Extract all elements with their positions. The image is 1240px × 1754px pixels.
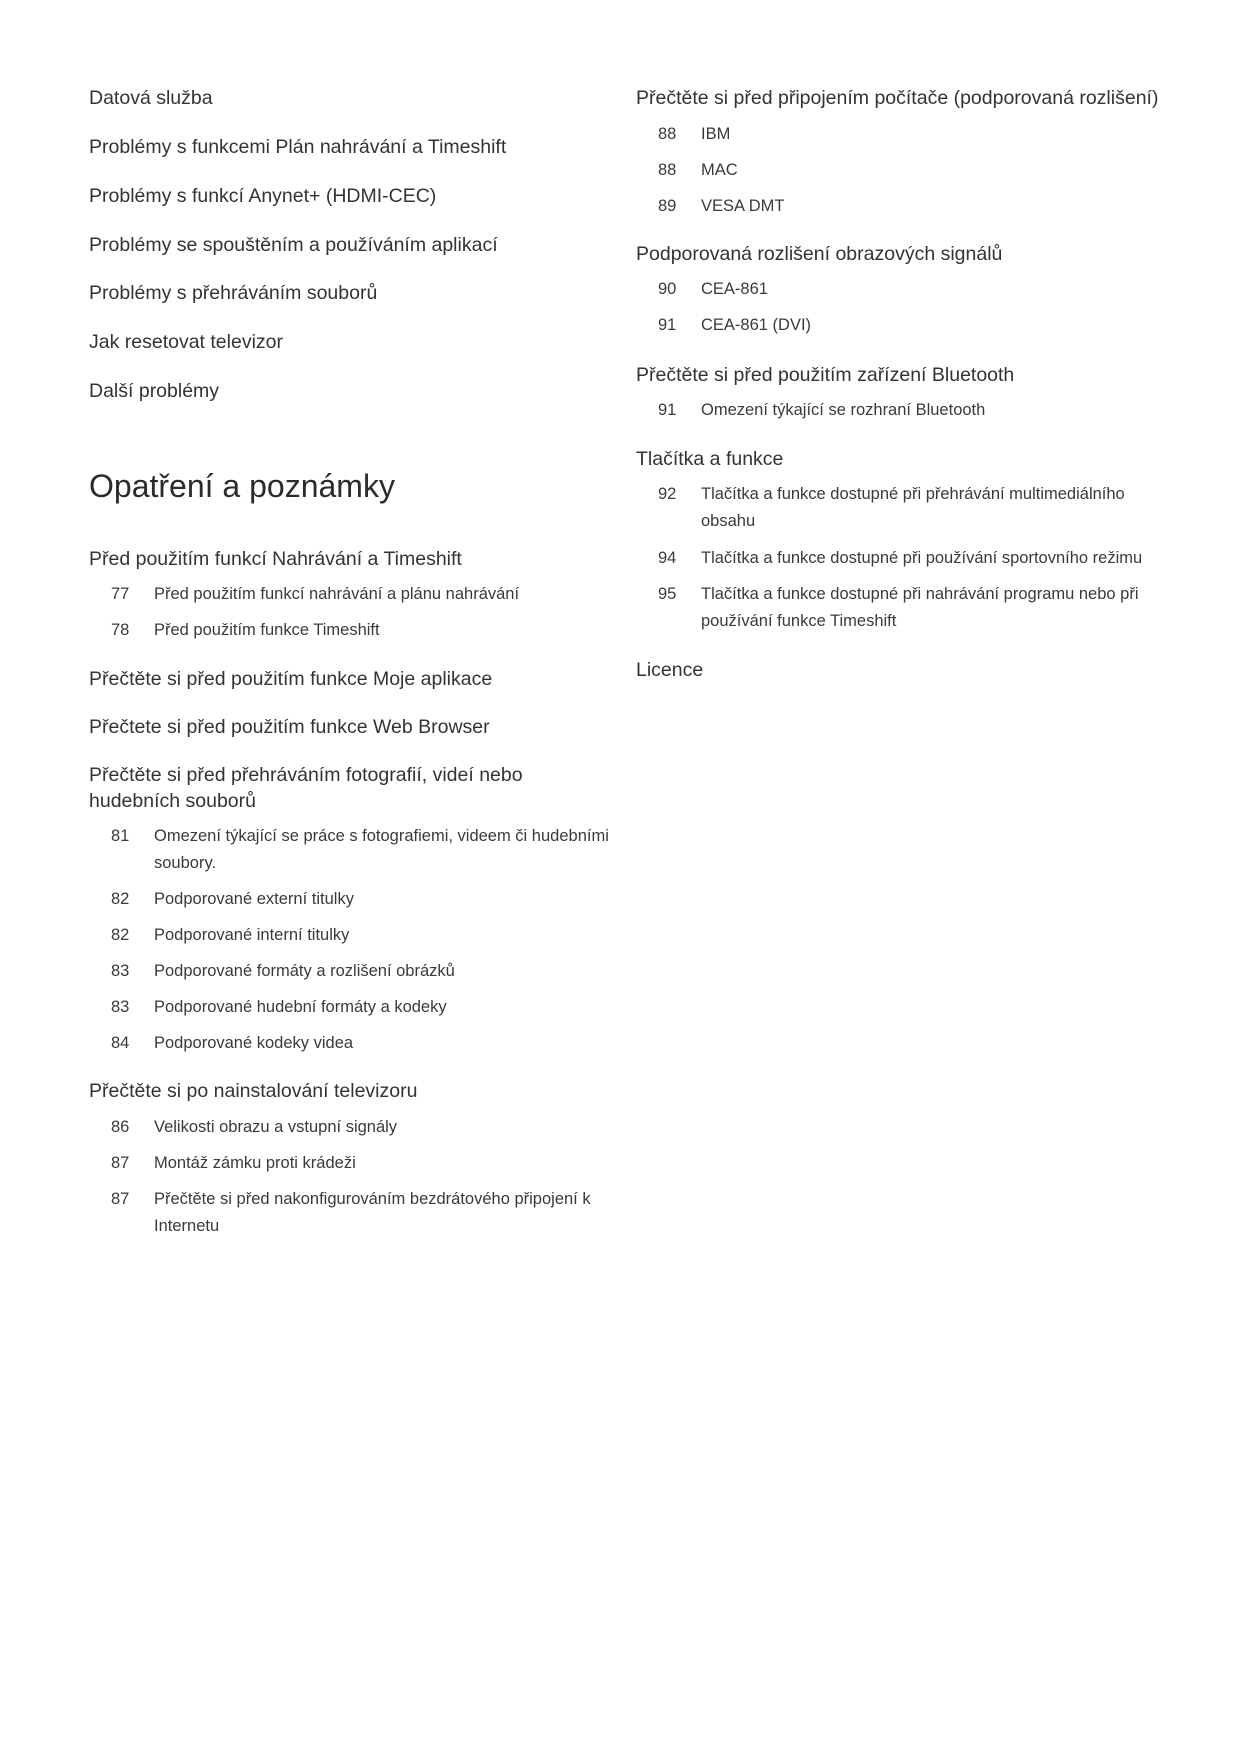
toc-item-label: IBM — [701, 125, 731, 143]
toc-heading-buttons-functions[interactable]: Tlačítka a funkce — [636, 448, 784, 470]
section-title: Opatření a poznámky — [89, 468, 395, 504]
toc-heading-bluetooth[interactable]: Přečtěte si před použitím zařízení Bluetooth — [636, 364, 1015, 386]
toc-item-page: 83 — [111, 962, 130, 980]
toc-item-page: 81 — [111, 827, 130, 845]
toc-entry-recording-timeshift-problems[interactable]: Problémy s funkcemi Plán nahrávání a Timeshift — [89, 136, 507, 158]
toc-item-page: 86 — [111, 1118, 130, 1136]
toc-item-label: Před použitím funkcí nahrávání a plánu nahrávání — [154, 585, 520, 603]
toc-item-page: 88 — [658, 125, 677, 143]
toc-item-page: 87 — [111, 1154, 130, 1172]
toc-item-page: 94 — [658, 549, 677, 567]
toc-item-label: Tlačítka a funkce dostupné při nahrávání programu nebo při používání funkce Timeshift — [701, 585, 1139, 630]
toc-item-page: 82 — [111, 890, 130, 908]
toc-entry-file-playback-problems[interactable]: Problémy s přehráváním souborů — [89, 282, 378, 304]
toc-heading-pc-connection[interactable]: Přečtěte si před připojením počítače (podporovaná rozlišení) — [636, 87, 1159, 109]
toc-heading-after-install[interactable]: Přečtěte si po nainstalování televizoru — [89, 1080, 418, 1102]
toc-item-label: Podporované kodeky videa — [154, 1034, 354, 1052]
toc-item-page: 89 — [658, 197, 677, 215]
toc-item-label: Omezení týkající se práce s fotografiemi, videem či hudebními soubory. — [154, 827, 609, 872]
toc-item-page: 92 — [658, 485, 677, 503]
toc-item-label: VESA DMT — [701, 197, 785, 215]
toc-item-page: 84 — [111, 1034, 130, 1052]
toc-entry-other-problems[interactable]: Další problémy — [89, 380, 220, 402]
toc-item-label: Omezení týkající se rozhraní Bluetooth — [701, 401, 986, 419]
toc-item-label: Podporované interní titulky — [154, 926, 350, 944]
toc-item-label: Velikosti obrazu a vstupní signály — [154, 1118, 398, 1136]
toc-item-label: Tlačítka a funkce dostupné při používání sportovního režimu — [701, 549, 1143, 567]
toc-item-page: 78 — [111, 621, 130, 639]
toc-item-label: CEA-861 — [701, 280, 768, 298]
toc-item-page: 83 — [111, 998, 130, 1016]
toc-item-label: CEA-861 (DVI) — [701, 316, 812, 334]
toc-item-page: 87 — [111, 1190, 130, 1208]
toc-heading-media-playback[interactable]: Přečtěte si před přehráváním fotografií, videí nebo hudebních souborů — [89, 764, 523, 812]
toc-item-label: Před použitím funkce Timeshift — [154, 621, 380, 639]
toc-item-page: 95 — [658, 585, 677, 603]
toc-heading-recording-timeshift[interactable]: Před použitím funkcí Nahrávání a Timeshift — [89, 548, 462, 570]
toc-entry-app-problems[interactable]: Problémy se spouštěním a používáním aplikací — [89, 234, 498, 256]
toc-item-label: Přečtěte si před nakonfigurováním bezdrátového připojení k Internetu — [154, 1190, 591, 1235]
toc-item-page: 90 — [658, 280, 677, 298]
toc-item-label: Podporované externí titulky — [154, 890, 354, 908]
toc-item-page: 82 — [111, 926, 130, 944]
toc-entry-anynet-problems[interactable]: Problémy s funkcí Anynet+ (HDMI-CEC) — [89, 185, 437, 207]
toc-entry-reset-tv[interactable]: Jak resetovat televizor — [89, 331, 284, 353]
toc-item-page: 77 — [111, 585, 130, 603]
toc-item-page: 91 — [658, 316, 677, 334]
toc-item-label: Montáž zámku proti krádeži — [154, 1154, 356, 1172]
toc-item-page: 88 — [658, 161, 677, 179]
toc-entry-data-service[interactable]: Datová služba — [89, 87, 213, 109]
toc-heading-video-resolutions[interactable]: Podporovaná rozlišení obrazových signálů — [636, 243, 1003, 265]
toc-item-label: Podporované formáty a rozlišení obrázků — [154, 962, 455, 980]
toc-heading-my-apps[interactable]: Přečtěte si před použitím funkce Moje aplikace — [89, 668, 493, 690]
toc-item-label: Tlačítka a funkce dostupné při přehrávání multimediálního obsahu — [701, 485, 1125, 530]
toc-item-page: 91 — [658, 401, 677, 419]
toc-item-label: MAC — [701, 161, 738, 179]
toc-heading-licence[interactable]: Licence — [636, 659, 704, 681]
toc-item-label: Podporované hudební formáty a kodeky — [154, 998, 447, 1016]
toc-heading-web-browser[interactable]: Přečtete si před použitím funkce Web Browser — [89, 716, 490, 738]
